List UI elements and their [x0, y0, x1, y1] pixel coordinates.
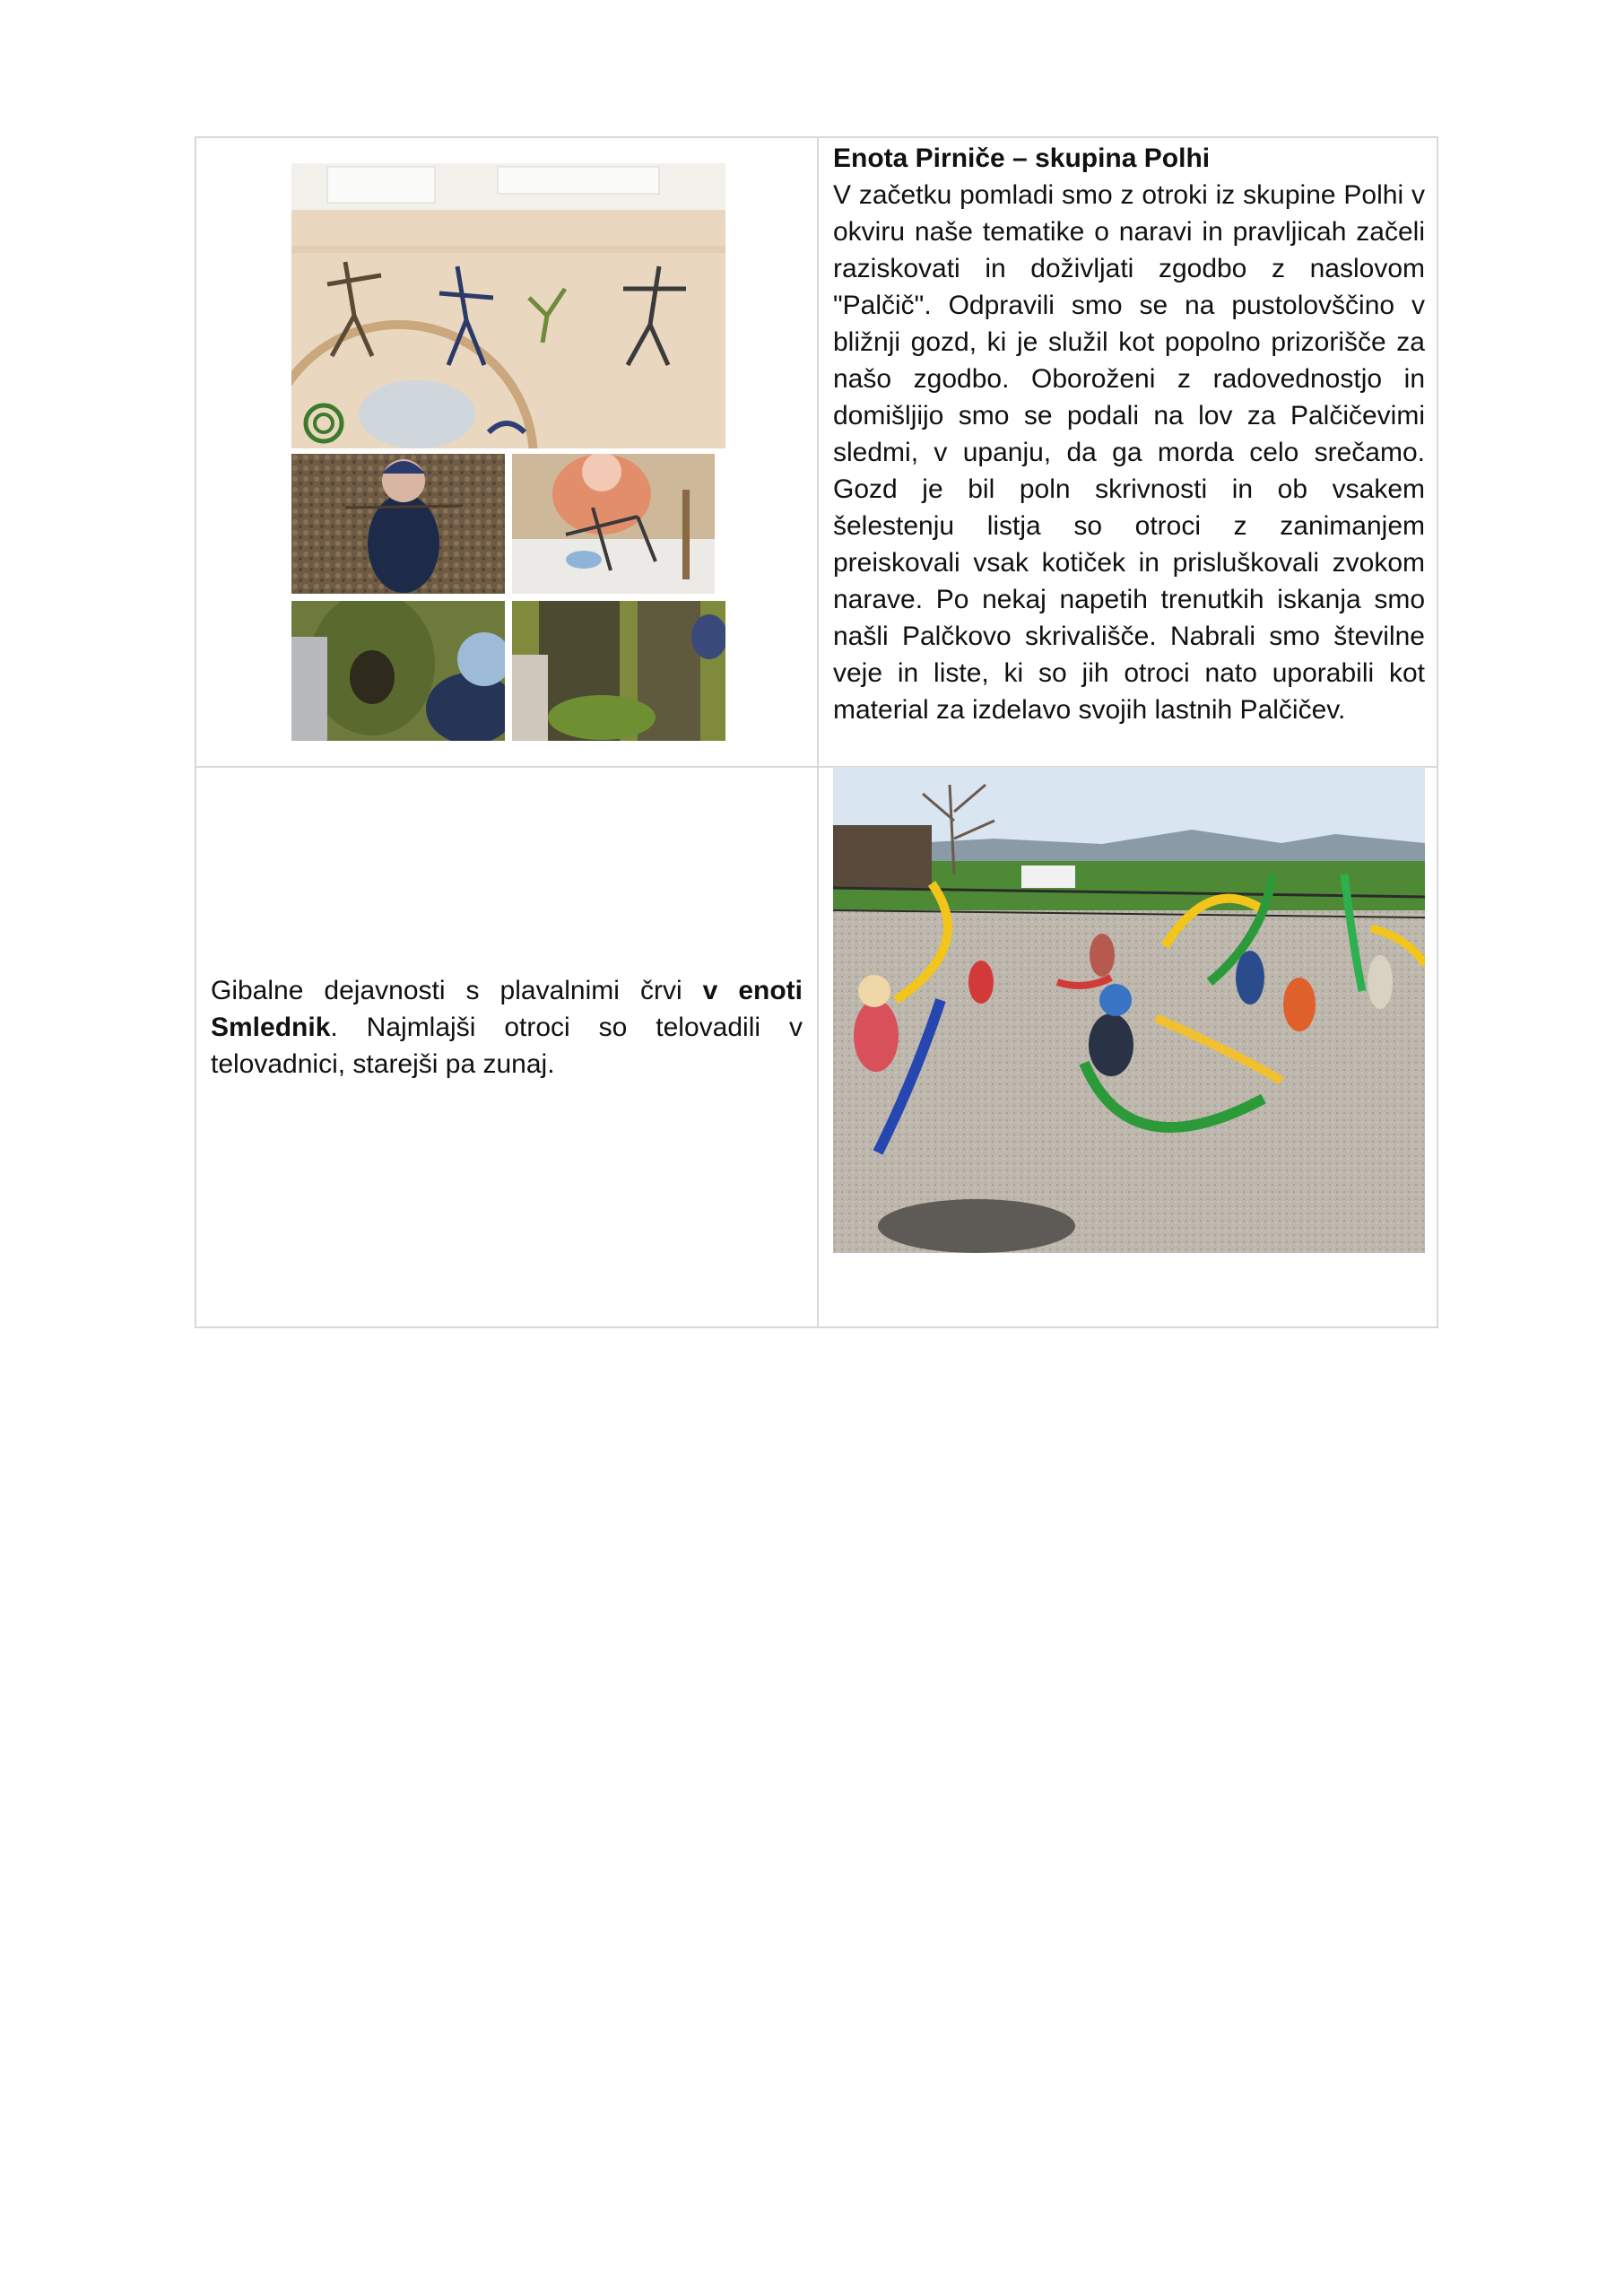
photo-stick-figures-wall [291, 163, 725, 448]
content-table [195, 136, 1438, 1328]
photo-child-crafting [512, 454, 715, 594]
section-heading: Enota Pirniče – skupina Polhi [833, 144, 1211, 173]
photo-forest-trunks [512, 601, 725, 741]
smlednik-text-end: . Najmlajši otroci so telovadili v telovadnici, starejši pa zunaj. [211, 1013, 803, 1079]
smlednik-text-start: Gibalne dejavnosti s plavalnimi črvi [211, 976, 703, 1005]
table-divider-vertical [817, 138, 819, 1326]
pirnice-text-cell [833, 140, 1425, 728]
smlednik-text-bold: v enoti Smlednik [211, 976, 803, 1042]
photo-child-forest [291, 454, 505, 594]
photo-collage [291, 163, 725, 741]
section-paragraph: V začetku pomladi smo z otroki iz skupine Polhi v okviru naše tematike o naravi in pravljicah začeli raziskovati in doživljati zgodbo z naslovom "Palčič". Odpravili smo se na pustolovščino v bližnji gozd, ki je služil kot popolno prizorišče za našo zgodbo. Oboroženi z radovednostjo in domišljijo smo se podali na lov za Palčičevimi sledmi, v upanju, da ga morda celo srečamo. Gozd je bil poln skrivnosti in ob vsakem šelestenju listja so otroci z zanimanjem preiskovali vsak kotiček in prisluškovali zvokom narave. Po nekaj napetih trenutkih iskanja smo našli Palčkovo skrivališče. Nabrali smo številne veje in liste, ki so jih otroci nato uporabili kot material za izdelavo svojih lastnih Palčičev. [833, 180, 1425, 725]
photo-tree-hollow [291, 601, 505, 741]
smlednik-text-cell [211, 972, 803, 1083]
photo-playground-pool-noodles [833, 767, 1425, 1253]
